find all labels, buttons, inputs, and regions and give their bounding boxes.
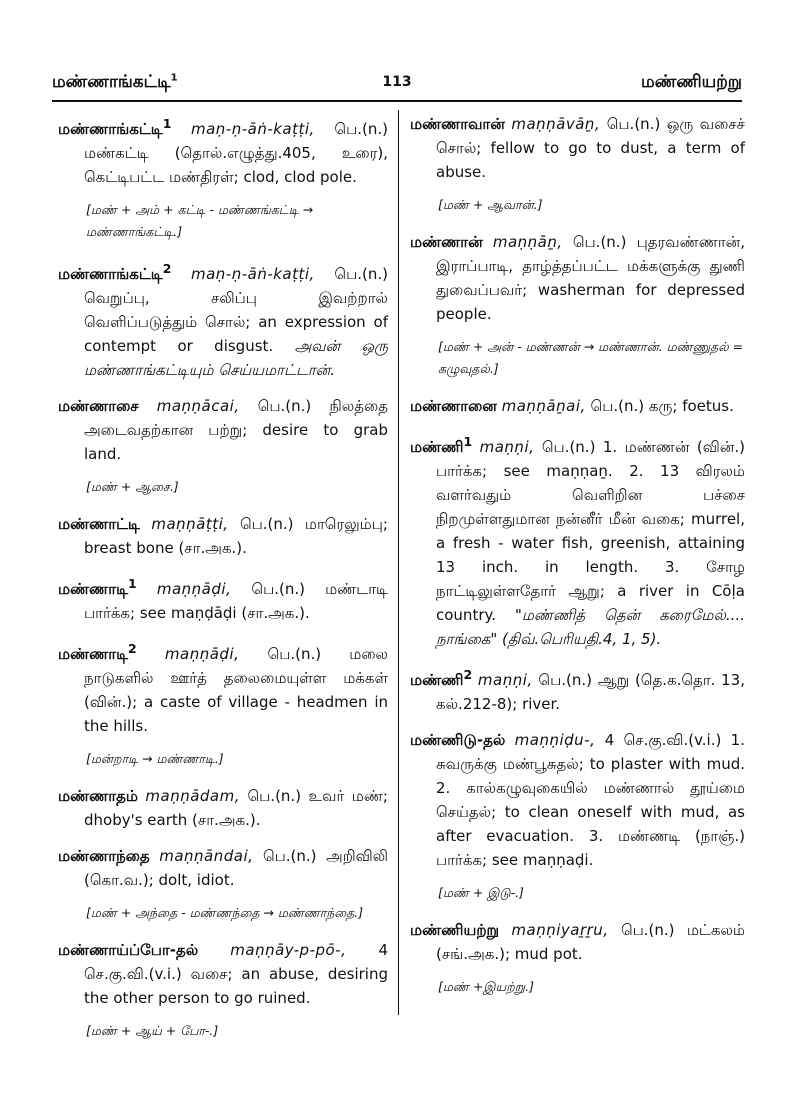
page-number: 113 xyxy=(382,74,412,90)
dictionary-entry xyxy=(410,663,745,716)
headword: மண்ணாட்டி xyxy=(58,515,140,533)
headword-superscript: 1 xyxy=(128,576,137,591)
left-column xyxy=(58,112,388,1056)
etymology-note: [மண் + அந்தை - மண்ணந்தை → மண்ணாந்தை.] xyxy=(86,905,364,920)
page-header xyxy=(52,72,742,98)
headword: மண்ணாதம் xyxy=(58,787,138,805)
transliteration: maṇṇi, xyxy=(477,671,533,689)
etymology-note: [மண் + அன் - மண்ணன் → மண்ணான். மண்ணுதல் = கழுவுதல்.] xyxy=(438,339,744,376)
headword: மண்ணி xyxy=(410,671,464,689)
etymology-note: [மண் + ஆய் + போ-.] xyxy=(86,1023,219,1038)
transliteration: maṇ-ṇ-āṅ-kaṭṭi, xyxy=(190,265,315,283)
etymology-note: [மண் + ஆசை.] xyxy=(86,479,179,494)
definition: பெ.(n.) கரு; foetus. xyxy=(590,397,734,415)
transliteration: maṇṇiḍu-, xyxy=(514,731,596,749)
dictionary-entry xyxy=(410,394,745,418)
dictionary-entry xyxy=(58,112,388,189)
transliteration: maṇṇi, xyxy=(479,438,535,456)
etymology-note: [மண் +இயற்று.] xyxy=(438,979,534,994)
dictionary-entry xyxy=(58,938,388,1010)
usage-example: "மண்ணித் தென் கரைமேல்.... நாங்கை" (திவ்.பெரியதி.4, 1, 5). xyxy=(436,606,745,648)
headword-superscript: 2 xyxy=(463,667,473,682)
usage-example: அவன் ஒரு மண்ணாங்கட்டியும் செய்யமாட்டான். xyxy=(84,337,388,379)
etymology-note: [மண் + அம் + கட்டி - மண்ணங்கட்டி → மண்ணாங்கட்டி.] xyxy=(86,202,314,239)
definition: 4 செ.கு.வி.(v.i.) 1. சுவருக்கு மண்பூசுதல்; to plaster with mud. 2. கால்கழுவுகையில் மண்ணால் தூய்மை செய்தல்; to clean oneself with mud, as after evacuation. 3. மண்ணடி (நாஞ்.) பார்க்க; see maṇṇaḍi. xyxy=(436,731,745,869)
headword: மண்ணாய்ப்போ-தல் xyxy=(58,941,199,959)
definition: 4 செ.கு.வி.(v.i.) வசை; an abuse, desiring the other person to go ruined. xyxy=(84,941,388,1007)
dictionary-entry xyxy=(58,844,388,892)
headword: மண்ணியற்று xyxy=(410,921,500,939)
dictionary-entry xyxy=(58,512,388,560)
etymology-note: [மண் + இடு-.] xyxy=(438,885,524,900)
dictionary-entry xyxy=(58,394,388,466)
dictionary-entry xyxy=(410,230,745,326)
headword-superscript: 2 xyxy=(162,261,172,276)
dictionary-entry xyxy=(58,637,388,738)
transliteration: maṇṇāndai, xyxy=(159,847,254,865)
transliteration: maṇṇāṭṭi, xyxy=(151,515,229,533)
etymology-note: [மண் + ஆவான்.] xyxy=(438,197,543,212)
header-right-word: மண்ணியற்று xyxy=(641,72,742,92)
headword: மண்ணாங்கட்டி xyxy=(58,265,163,283)
definition: பெ.(n.) மட்கலம் (சங்.அக.); mud pot. xyxy=(436,921,745,963)
definition: பெ.(n.) அறிவிலி (கொ.வ.); dolt, idiot. xyxy=(84,847,388,889)
definition: பெ.(n.) மாரெலும்பு; breast bone (சா.அக.). xyxy=(84,515,388,557)
headword-superscript: 2 xyxy=(128,641,137,656)
dictionary-entry xyxy=(58,257,388,382)
definition: பெ.(n.) நிலத்தை அடைவதற்கான பற்று; desire to grab land. xyxy=(84,397,388,463)
headword-superscript: 1 xyxy=(162,116,172,131)
headword: மண்ணிடு-தல் xyxy=(410,731,506,749)
definition: பெ.(n.) உவர் மண்; dhoby's earth (சா.அக.). xyxy=(84,787,388,829)
headword: மண்ணானை xyxy=(410,397,497,415)
headword: மண்ணி xyxy=(410,438,464,456)
dictionary-entry xyxy=(58,784,388,832)
transliteration: maṇṇāṉai, xyxy=(501,397,586,415)
header-left-word: மண்ணாங்கட்டி$^1$ xyxy=(52,72,178,92)
transliteration: maṇṇādam, xyxy=(145,787,240,805)
definition: பெ.(n.) மண்கட்டி (தொல்.எழுத்து.405, உரை), கெட்டிபட்ட மண்திரள்; clod, clod pole. xyxy=(84,120,388,186)
etymology-note: [மன்றாடி → மண்ணாடி.] xyxy=(86,751,224,766)
definition: பெ.(n.) வெறுப்பு, சலிப்பு இவற்றால் வெளிப்படுத்தும் சொல்; an expression of contempt or disgust. xyxy=(84,265,388,355)
header-rule xyxy=(52,100,742,102)
headword: மண்ணாங்கட்டி xyxy=(58,120,163,138)
transliteration: maṇṇāḍi, xyxy=(156,580,232,598)
dictionary-entry xyxy=(410,728,745,872)
headword: மண்ணாடி xyxy=(58,645,129,663)
dictionary-entry xyxy=(410,112,745,184)
transliteration: maṇṇācai, xyxy=(156,397,240,415)
dictionary-entry xyxy=(58,572,388,625)
definition: பெ.(n.) மலை நாடுகளில் ஊர்த் தலைமையுள்ள மக்கள் (வின்.); a caste of village - headmen in the hills. xyxy=(84,645,388,735)
headword: மண்ணாவான் xyxy=(410,115,505,133)
headword: மண்ணான் xyxy=(410,233,483,251)
transliteration: maṇṇāṉ, xyxy=(492,233,563,251)
transliteration: maṇṇāy-p-pō-, xyxy=(230,941,347,959)
transliteration: maṇ-ṇ-āṅ-kaṭṭi, xyxy=(190,120,315,138)
column-divider xyxy=(398,110,399,1015)
right-column xyxy=(410,112,745,1012)
transliteration: maṇṇāḍi, xyxy=(164,645,240,663)
headword-superscript: 1 xyxy=(463,434,473,449)
definition: பெ.(n.) ஆறு (தெ.க.தொ. 13, கல்.212-8); river. xyxy=(436,671,745,713)
definition: பெ.(n.) புதரவண்ணான், இராப்பாடி, தாழ்த்தப்பட்ட மக்களுக்கு துணி துவைப்பவர்; washerman for depressed people. xyxy=(436,233,745,323)
transliteration: maṇṇāvāṉ, xyxy=(511,115,601,133)
transliteration: maṇṇiyaṟṟu, xyxy=(511,921,609,939)
definition: பெ.(n.) மண்டாடி பார்க்க; see maṇḍāḍi (சா.அக.). xyxy=(84,580,388,622)
definition: பெ.(n.) 1. மண்ணன் (வின்.) பார்க்க; see maṇṇaṉ. 2. 13 விரலம் வளர்வதும் வெளிறின பச்சை நிறமுள்ளதுமான நன்னீர் மீன் வகை; murrel, a fresh - water fish, greenish, attaining 13 inch. in length. 3. சோழ நாட்டிலுள்ளதோர் ஆறு; a river in Cōḷa country. xyxy=(436,438,745,624)
definition: பெ.(n.) ஒரு வசைச் சொல்; fellow to go to dust, a term of abuse. xyxy=(436,115,745,181)
dictionary-entry xyxy=(410,430,745,651)
headword: மண்ணாசை xyxy=(58,397,139,415)
headword: மண்ணாடி xyxy=(58,580,129,598)
dictionary-entry xyxy=(410,918,745,966)
headword: மண்ணாந்தை xyxy=(58,847,150,865)
